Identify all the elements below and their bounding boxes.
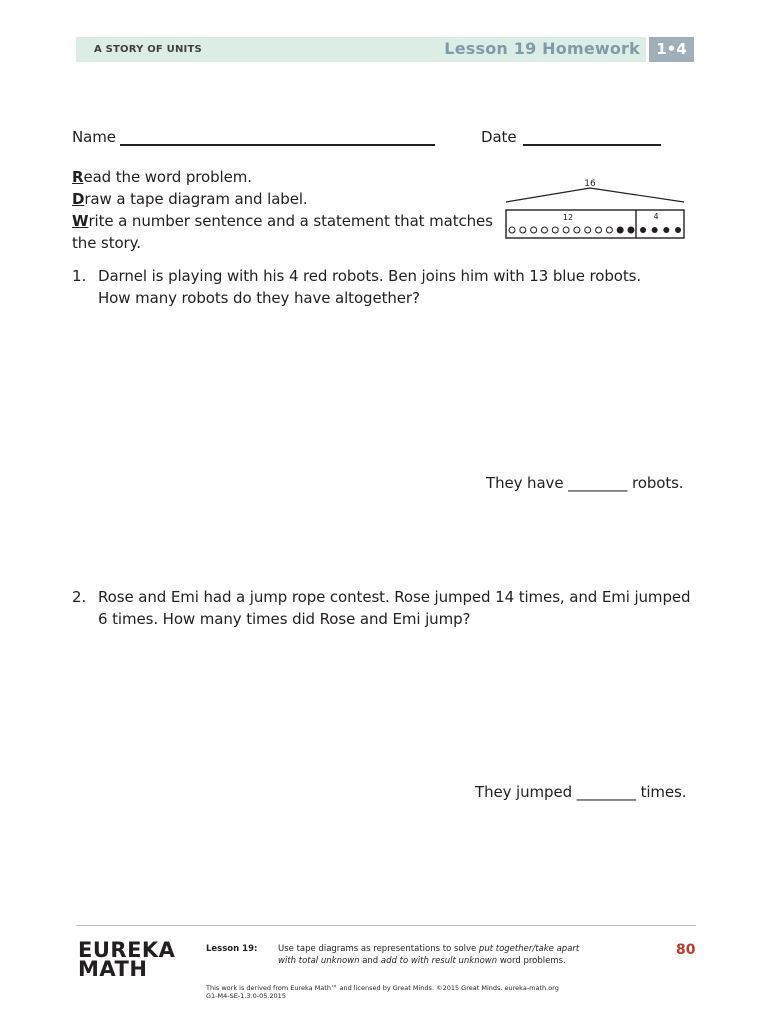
filled-circle (640, 227, 646, 233)
instruction-read (72, 166, 252, 188)
open-circle (541, 227, 547, 233)
objective-part-c: with total unknown (278, 956, 360, 966)
instruction-write-initial: W (72, 212, 89, 230)
filled-circle (675, 227, 681, 233)
footer-lesson-label: Lesson 19: (206, 944, 258, 954)
instruction-write-text: rite a number sentence and a statement that matches (88, 212, 493, 230)
problem-1-answer-suffix: robots. (632, 474, 684, 492)
instruction-write (72, 210, 493, 232)
filled-circle (628, 227, 634, 233)
footer-objective-line2 (278, 955, 566, 967)
open-circle (585, 227, 591, 233)
open-circle (596, 227, 602, 233)
objective-part-a: Use tape diagrams as representations to solve (278, 944, 479, 954)
part2-label: 4 (653, 212, 659, 221)
open-circle (574, 227, 580, 233)
logo-line-2: MATH (78, 957, 148, 981)
footer-objective-line1 (278, 943, 579, 955)
logo-line-1: EUREKA (78, 938, 176, 962)
open-circle (531, 227, 537, 233)
eureka-math-logo (78, 938, 176, 981)
page-number: 80 (676, 942, 696, 958)
total-label: 16 (584, 179, 596, 189)
date-field-line[interactable] (523, 144, 661, 146)
instruction-draw (72, 188, 308, 210)
open-circle (509, 227, 515, 233)
problem-2-line2: 6 times. How many times did Rose and Emi jump? (98, 610, 471, 628)
instruction-draw-initial: D (72, 190, 85, 208)
problem-1-answer-blank[interactable]: ________ (568, 474, 628, 492)
footer-divider (76, 925, 696, 926)
objective-part-d: and (359, 956, 381, 966)
filled-circle (663, 227, 669, 233)
problem-2-line1: Rose and Emi had a jump rope contest. Rose jumped 14 times, and Emi jumped (98, 588, 691, 606)
license-text: This work is derived from Eureka Math™ and licensed by Great Minds. ©2015 Great Minds. eureka-math.org (206, 984, 559, 992)
date-label: Date (481, 128, 517, 146)
problem-2-answer-prefix: They jumped (475, 783, 573, 801)
problem-2-answer-suffix: times. (640, 783, 687, 801)
instruction-story: the story. (72, 234, 141, 252)
open-circle (520, 227, 526, 233)
filled-circle (652, 227, 658, 233)
problem-1-number: 1. (72, 267, 87, 285)
open-circle (563, 227, 569, 233)
instruction-read-text: ead the word problem. (83, 168, 252, 186)
tape-circles (509, 227, 681, 233)
objective-part-f: word problems. (497, 956, 566, 966)
filled-circle (617, 227, 623, 233)
lesson-title: Lesson 19 Homework (444, 39, 640, 58)
name-field-line[interactable] (120, 144, 435, 146)
example-tape-diagram (500, 172, 690, 244)
document-code: G1-M4-SE-1.3.0-05.2015 (206, 992, 286, 1000)
problem-2-answer (475, 781, 686, 803)
problem-1-line2: How many robots do they have altogether? (98, 289, 420, 307)
problem-1-line1: Darnel is playing with his 4 red robots. Ben joins him with 13 blue robots. (98, 267, 642, 285)
problem-1-answer-prefix: They have (486, 474, 564, 492)
series-label: A STORY OF UNITS (94, 44, 202, 55)
part1-label: 12 (562, 213, 574, 222)
total-bracket (506, 188, 684, 202)
name-label: Name (72, 128, 116, 146)
grade-module-badge: 1•4 (649, 37, 694, 62)
problem-1-answer (486, 472, 683, 494)
objective-part-e: add to with result unknown (380, 956, 498, 966)
problem-2-answer-blank[interactable]: ________ (576, 783, 636, 801)
problem-2-number: 2. (72, 588, 87, 606)
open-circle (606, 227, 612, 233)
instruction-draw-text: raw a tape diagram and label. (84, 190, 308, 208)
objective-part-b: put together/take apart (478, 944, 580, 954)
instruction-read-initial: R (72, 168, 84, 186)
open-circle (552, 227, 558, 233)
